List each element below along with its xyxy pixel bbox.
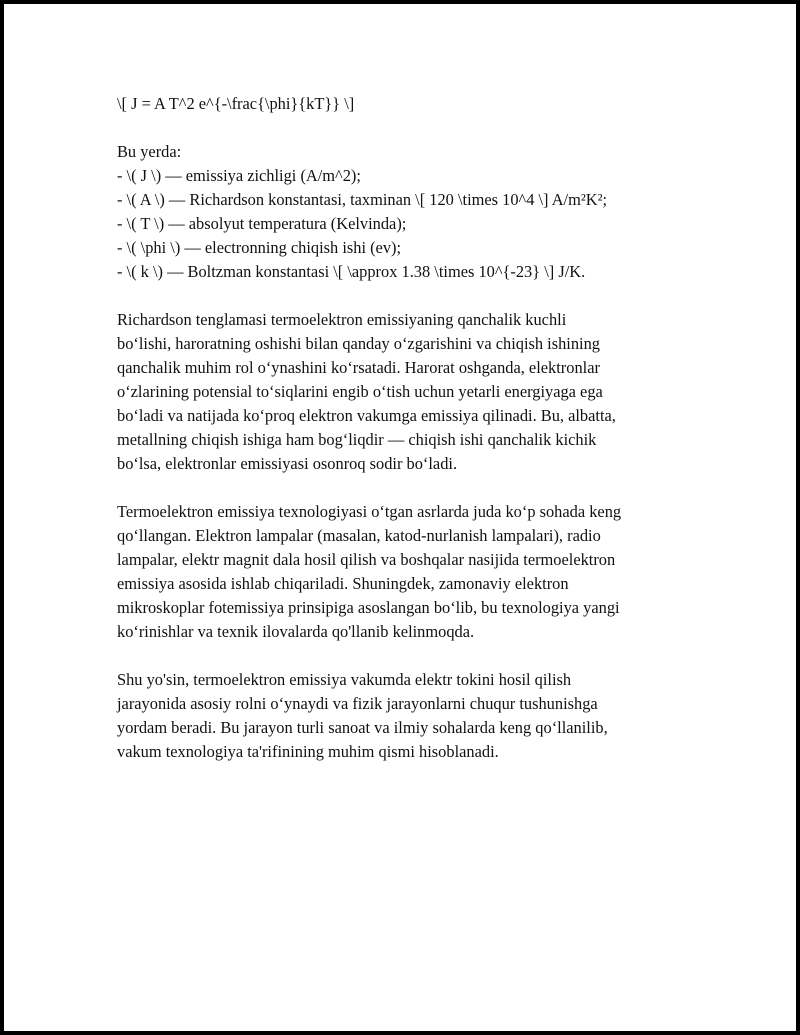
paragraph-line: yordam beradi. Bu jarayon turli sanoat va ilmiy sohalarda keng qo‘llanilib,: [117, 718, 608, 737]
definitions-list: [117, 140, 697, 284]
paragraph-line: o‘zlarining potensial to‘siqlarini engib o‘tish uchun yetarli energiyaga ega: [117, 382, 603, 401]
paragraph-line: emissiya asosida ishlab chiqariladi. Shuningdek, zamonaviy elektron: [117, 574, 569, 593]
paragraph-line: lampalar, elektr magnit dala hosil qilish va boshqalar nasijida termoelektron: [117, 550, 616, 569]
paragraph-conclusion: [117, 668, 697, 764]
richardson-formula: \[ J = A T^2 e^{-\frac{\phi}{kT}} \]: [117, 94, 355, 113]
paragraph-line: jarayonida asosiy rolni o‘ynaydi va fizik jarayonlarni chuqur tushunishga: [117, 694, 598, 713]
paragraph-line: ko‘rinishlar va texnik ilovalarda qo'llanib kelinmoqda.: [117, 622, 475, 641]
definition-t: - \( T \) — absolyut temperatura (Kelvinda);: [117, 214, 407, 233]
paragraph-line: bo‘ladi va natijada ko‘proq elektron vakumga emissiya qilinadi. Bu, albatta,: [117, 406, 616, 425]
definition-j: - \( J \) — emissiya zichligi (A/m^2);: [117, 166, 361, 185]
definition-phi: - \( \phi \) — electronning chiqish ishi (ev);: [117, 238, 402, 257]
definition-k: - \( k \) — Boltzman konstantasi \[ \approx 1.38 \times 10^{-23} \] J/K.: [117, 262, 586, 281]
paragraph-line: bo‘lishi, haroratning oshishi bilan qanday o‘zgarishini va chiqish ishining: [117, 334, 600, 353]
paragraph-line: qanchalik muhim rol o‘ynashini ko‘rsatadi. Harorat oshganda, elektronlar: [117, 358, 600, 377]
paragraph-technology: [117, 500, 697, 644]
paragraph-line: vakum texnologiya ta'rifinining muhim qismi hisoblanadi.: [117, 742, 499, 761]
paragraph-richardson-explanation: [117, 308, 697, 476]
definition-a: - \( A \) — Richardson konstantasi, taxminan \[ 120 \times 10^4 \] A/m²K²;: [117, 190, 608, 209]
paragraph-line: bo‘lsa, elektronlar emissiyasi osonroq sodir bo‘ladi.: [117, 454, 458, 473]
paragraph-line: qo‘llangan. Elektron lampalar (masalan, katod-nurlanish lampalari), radio: [117, 526, 601, 545]
definitions-intro: Bu yerda:: [117, 142, 182, 161]
paragraph-line: Shu yo'sin, termoelektron emissiya vakumda elektr tokini hosil qilish: [117, 670, 572, 689]
paragraph-line: Richardson tenglamasi termoelektron emissiyaning qanchalik kuchli: [117, 310, 567, 329]
paragraph-line: mikroskoplar fotemissiya prinsipiga asoslangan bo‘lib, bu texnologiya yangi: [117, 598, 620, 617]
paragraph-line: metallning chiqish ishiga ham bog‘liqdir — chiqish ishi qanchalik kichik: [117, 430, 597, 449]
paragraph-line: Termoelektron emissiya texnologiyasi o‘tgan asrlarda juda ko‘p sohada keng: [117, 502, 622, 521]
document-body: [117, 92, 697, 788]
